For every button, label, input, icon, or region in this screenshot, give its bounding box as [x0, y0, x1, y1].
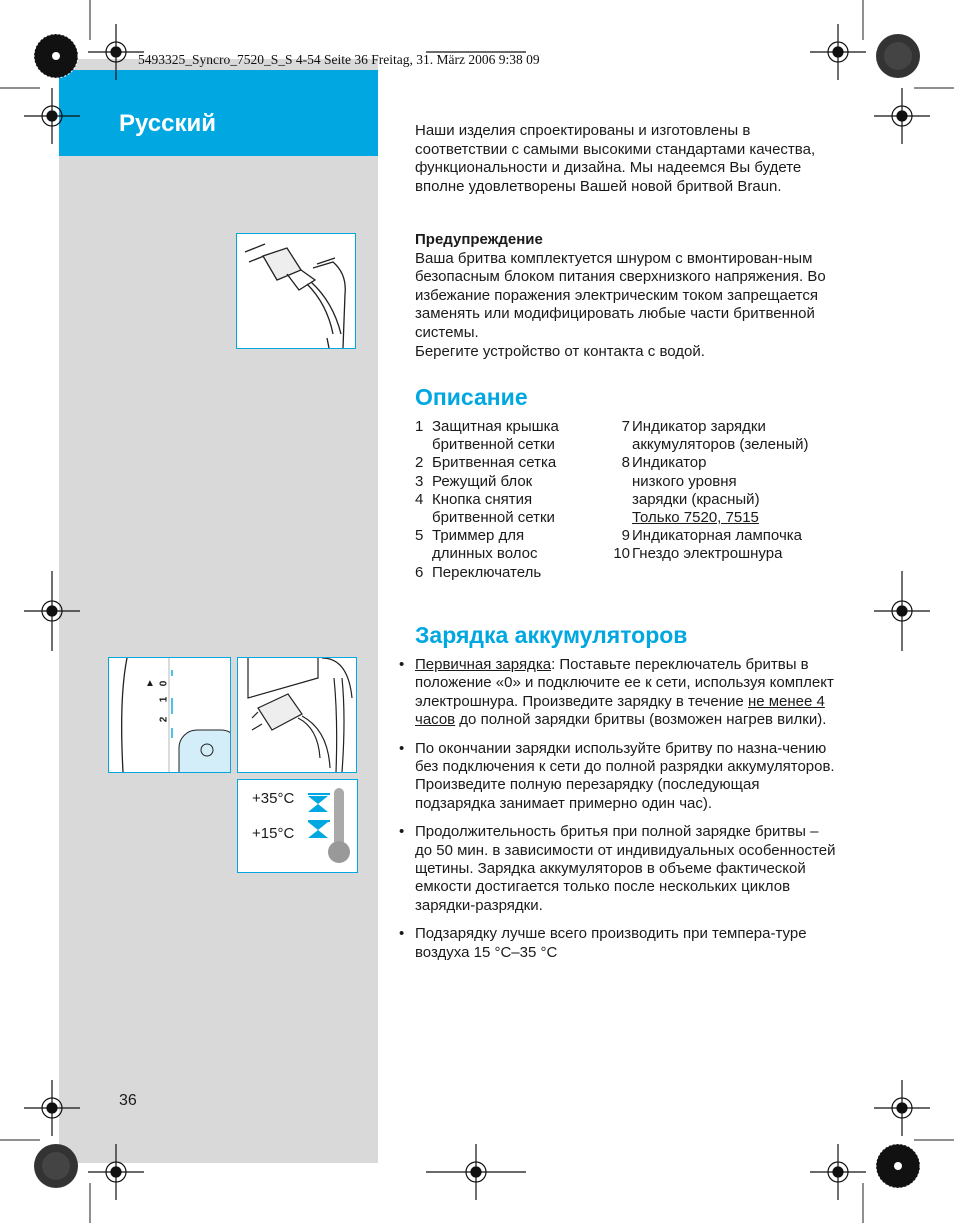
- description-list-right: [605, 418, 845, 564]
- initial-charge-label: Первичная зарядка: [415, 656, 552, 673]
- list-item: • По окончании зарядки используйте бритву по назна-чению без подключения к сети до полной разрядки аккумуляторов. Произведите полную перезарядку (последующая подзарядка занимает примерно один час).: [399, 739, 835, 812]
- list-item: • Продолжительность бритья при полной зарядке бритвы – до 50 мин. в зависимости от индивидуальных особенностей щетины. Зарядка аккумуляторов в объеме фактической емкости достигается только после нескольких циклов зарядки-разрядки.: [399, 823, 836, 914]
- language-title: Русский: [119, 110, 216, 137]
- list-item: 1 Защитная крышка бритвенной сетки: [415, 418, 559, 454]
- crosshair-icon: [24, 24, 930, 1200]
- min-hours-label: не менее 4 часов: [415, 692, 825, 729]
- warning-water-text: Берегите устройство от контакта с водой.: [415, 342, 705, 360]
- list-item: Только 7520, 7515: [632, 509, 759, 527]
- temp-low-label: +15°C: [252, 825, 295, 842]
- switch-mark-0: 0: [158, 680, 170, 687]
- print-header: 5493325_Syncro_7520_S_S 4-54 Seite 36 Freitag, 31. März 2006 9:38 09: [138, 52, 540, 67]
- list-item: 4 Кнопка снятия бритвенной сетки: [415, 490, 555, 527]
- description-list-left: [415, 418, 605, 582]
- list-item: 10 Гнездо электрошнура: [613, 545, 783, 563]
- switch-arrow: ▲: [145, 678, 155, 689]
- list-item: • Подзарядку лучше всего производить при темпера-туре воздуха 15 °C–35 °C: [399, 925, 807, 961]
- switch-mark-1: 1: [158, 696, 170, 703]
- page-number: 36: [119, 1092, 137, 1109]
- switch-mark-2: 2: [158, 716, 170, 723]
- warning-heading: Предупреждение: [415, 231, 543, 248]
- charging-title: Зарядка аккумуляторов: [415, 622, 688, 648]
- list-item: • Первичная зарядка: Поставьте переключатель бритвы в положение «0» и подключите ее к сети, используя комплект электрошнура. Произведите зарядку в течение не менее 4 часов до полной зарядки бритвы (возможен нагрев вилки).: [399, 656, 834, 729]
- charging-bullets: [399, 656, 839, 972]
- warning-text: Ваша бритва комплектуется шнуром с вмонтирован-ным безопасным блоком питания сверхнизкого напряжения. Во избежание поражения электрическим током запрещается заменять или модифицировать любые части бритвенной системы.: [415, 249, 826, 341]
- temperature-illustration: [237, 779, 358, 873]
- list-item: 3 Режущий блок: [415, 472, 533, 490]
- list-item: 6 Переключатель: [415, 563, 542, 581]
- switch-illustration: [108, 657, 231, 773]
- list-item: 7 Индикатор зарядки аккумуляторов (зеленый): [621, 418, 809, 454]
- intro-paragraph: Наши изделия спроектированы и изготовлены в соответствии с самыми высокими стандартами качества, функциональности и дизайна. Мы надеемся Вы будете вполне удовлетворены Вашей новой бритвой Braun.: [415, 122, 816, 195]
- thermometer-icon: [306, 784, 354, 868]
- list-item: 9 Индикаторная лампочка: [621, 527, 802, 545]
- star-target-icon: [34, 34, 920, 1188]
- list-item: 2 Бритвенная сетка: [415, 454, 557, 472]
- warning-section: [415, 231, 845, 361]
- description-title: Описание: [415, 384, 528, 410]
- list-item: 5 Триммер для длинных волос: [415, 527, 538, 563]
- temp-high-label: +35°C: [252, 790, 295, 807]
- plug-illustration: [236, 233, 356, 349]
- charging-illustration: [237, 657, 357, 773]
- list-item: 8 Индикатор низкого уровня зарядки (красный): [621, 454, 760, 508]
